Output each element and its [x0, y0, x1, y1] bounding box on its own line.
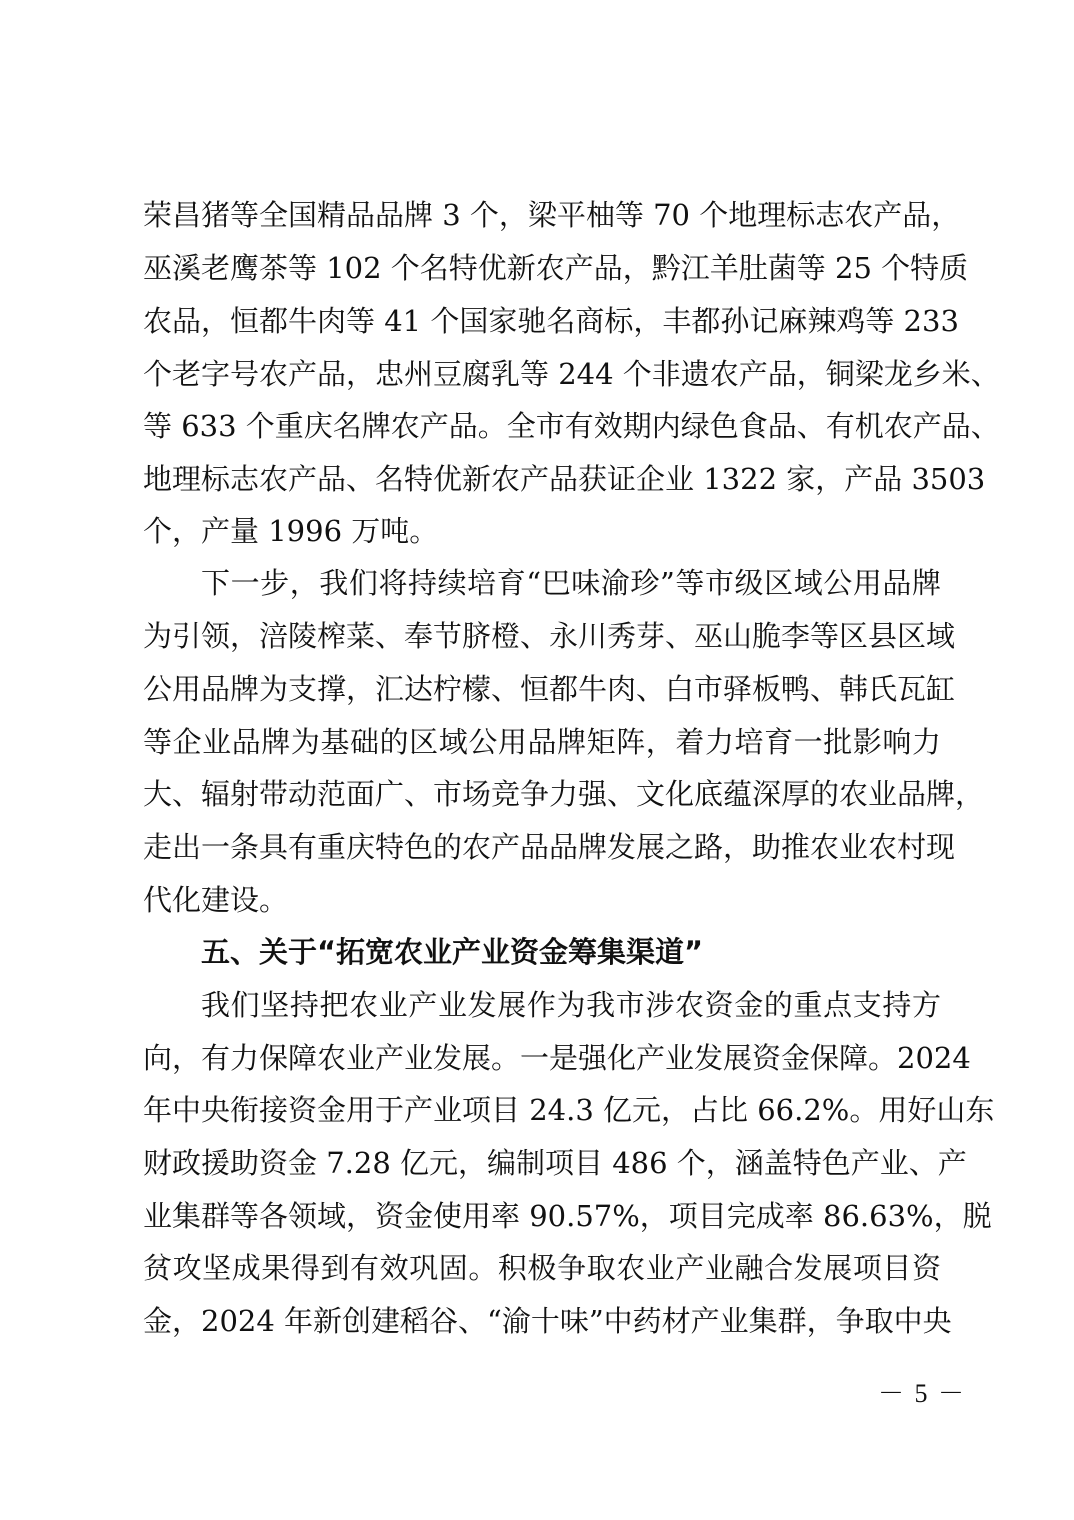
text-line: 公用品牌为支撑，汇达柠檬、恒都牛肉、白市驿板鸭、韩氏瓦缸 [143, 672, 956, 706]
text-line: 金，2024 年新创建稻谷、“渝十味”中药材产业集群，争取中央 [143, 1304, 952, 1338]
text-line: 为引领，涪陵榨菜、奉节脐橙、永川秀芽、巫山脆李等区县区域 [143, 619, 956, 653]
text-line: 等 633 个重庆名牌农产品。全市有效期内绿色食品、有机农产品、 [143, 409, 1000, 443]
text-line: 地理标志农产品、名特优新农产品获证企业 1322 家，产品 3503 [143, 462, 986, 496]
text-line: 大、辐射带动范面广、市场竞争力强、文化底蕴深厚的农业品牌， [143, 777, 985, 811]
page-number: － 5 － [878, 1379, 967, 1408]
text-line: 向，有力保障农业产业发展。一是强化产业发展资金保障。2024 [143, 1041, 971, 1075]
section-heading: 五、关于“拓宽农业产业资金筹集渠道” [201, 935, 704, 969]
text-line: 走出一条具有重庆特色的农产品品牌发展之路，助推农业农村现 [143, 830, 956, 864]
text-line: 等企业品牌为基础的区域公用品牌矩阵，着力培育一批影响力 [143, 725, 941, 759]
text-line: 下一步，我们将持续培育“巴味渝珍”等市级区域公用品牌 [201, 566, 941, 600]
text-line: 年中央衔接资金用于产业项目 24.3 亿元，占比 66.2%。用好山东 [143, 1093, 995, 1127]
text-line: 个老字号农产品，忠州豆腐乳等 244 个非遗农产品，铜梁龙乡米、 [143, 357, 1000, 391]
text-line: 贫攻坚成果得到有效巩固。积极争取农业产业融合发展项目资 [143, 1251, 941, 1285]
text-line: 财政援助资金 7.28 亿元，编制项目 486 个，涵盖特色产业、产 [143, 1146, 967, 1180]
text-line: 农品，恒都牛肉等 41 个国家驰名商标，丰都孙记麻辣鸡等 233 [143, 304, 959, 338]
text-line: 业集群等各领域，资金使用率 90.57%，项目完成率 86.63%，脱 [143, 1199, 992, 1233]
text-line: 巫溪老鹰茶等 102 个名特优新农产品，黔江羊肚菌等 25 个特质 [143, 251, 969, 285]
text-line: 我们坚持把农业产业发展作为我市涉农资金的重点支持方 [201, 988, 941, 1022]
text-line: 荣昌猪等全国精品品牌 3 个，梁平柚等 70 个地理标志农产品， [143, 198, 961, 232]
text-line: 个，产量 1996 万吨。 [143, 514, 439, 548]
text-line: 代化建设。 [143, 883, 289, 917]
